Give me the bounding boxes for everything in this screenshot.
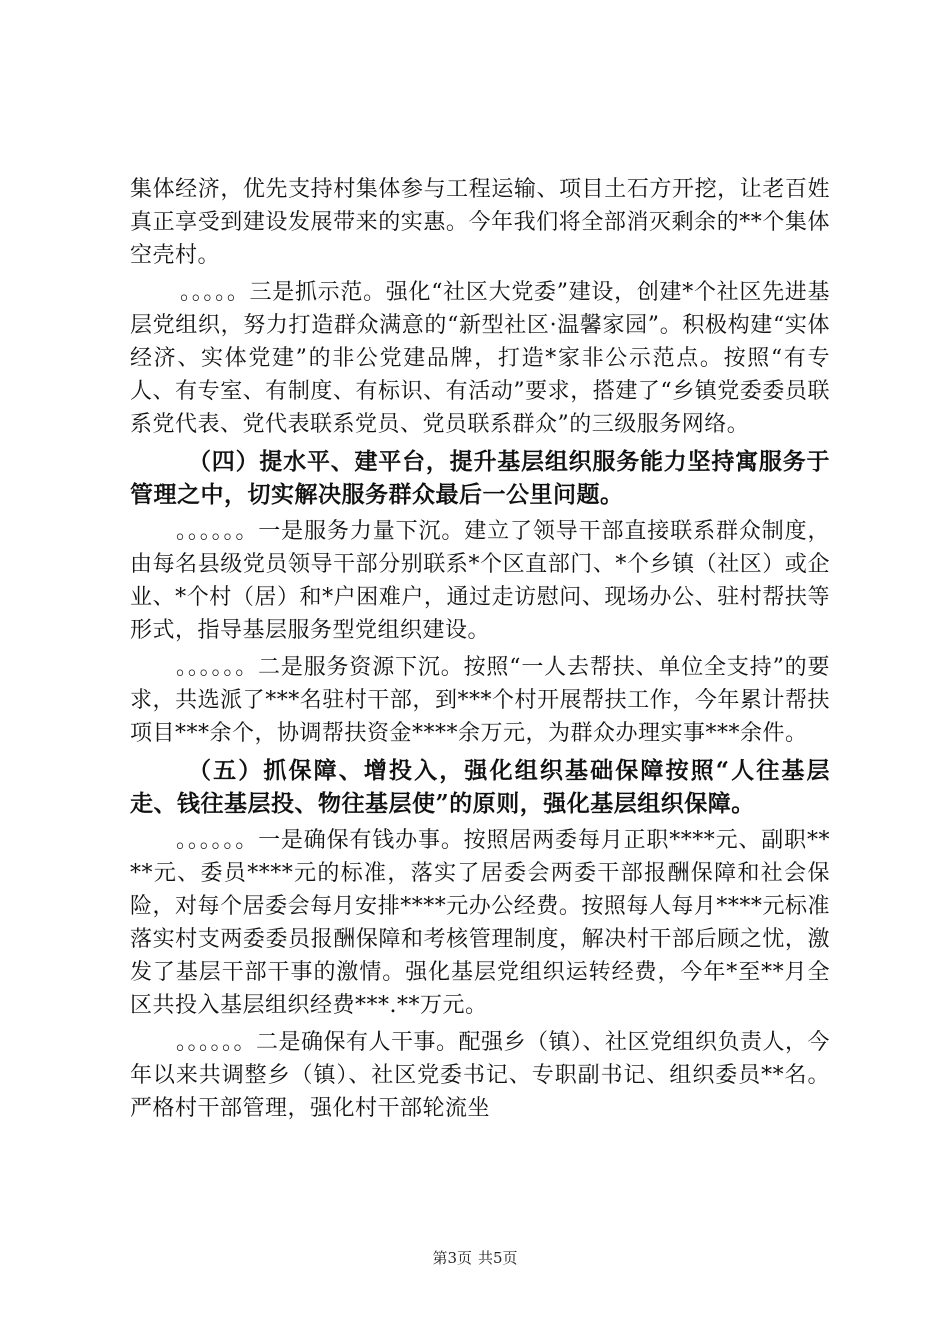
paragraph-funding: 。。。。。。一是确保有钱办事。按照居两委每月正职****元、副职****元、委员****元的标准，落实了居委会两委干部报酬保障和社会保险，对每个居委会每月安排****元办公经费。按照每人每月****元标准落实村支两委委员报酬保障和考核管理制度，解决村干部后顾之忧，激发了基层干部干事的激情。强化基层党组织运转经费，今年*至**月全区共投入基层组织经费***.**万元。 (130, 828, 830, 1018)
section-heading-4: （四）提水平、建平台，提升基层组织服务能力坚持寓服务于管理之中，切实解决服务群众最后一公里问题。 (130, 448, 830, 508)
document-body (130, 173, 830, 1125)
paragraph-service-resources: 。。。。。。二是服务资源下沉。按照“一人去帮扶、单位全支持”的要求，共选派了***名驻村干部，到***个村开展帮扶工作，今年累计帮扶项目***余个，协调帮扶资金****余万元，为群众办理实事***余件。 (130, 655, 830, 746)
paragraph-demonstration: 。。。。。三是抓示范。强化“社区大党委”建设，创建*个社区先进基层党组织，努力打造群众满意的“新型社区·温馨家园”。积极构建“实体经济、实体党建”的非公党建品牌，打造*家非公示范点。按照“有专人、有专室、有制度、有标识、有活动”要求，搭建了“乡镇党委委员联系党代表、党代表联系党员、党员联系群众”的三级服务网络。 (130, 280, 830, 437)
page-number-current: 第3页 (432, 1249, 472, 1267)
page-footer (0, 1248, 950, 1268)
paragraph-staffing: 。。。。。。二是确保有人干事。配强乡（镇）、社区党组织负责人，今年以来共调整乡（镇）、社区党委书记、专职副书记、组织委员**名。严格村干部管理，强化村干部轮流坐 (130, 1030, 831, 1121)
paragraph-service-force: 。。。。。。一是服务力量下沉。建立了领导干部直接联系群众制度，由每名县级党员领导干部分别联系*个区直部门、*个乡镇（社区）或企业、*个村（居）和*户困难户，通过走访慰问、现场办公、驻村帮扶等形式，指导基层服务型党组织建设。 (130, 519, 830, 643)
page-number-total: 共5页 (478, 1249, 518, 1267)
section-heading-5: （五）抓保障、增投入，强化组织基础保障按照“人往基层走、钱往基层投、物往基层使”的原则，强化基层组织保障。 (130, 757, 830, 817)
paragraph-collective-economy: 集体经济，优先支持村集体参与工程运输、项目土石方开挖，让老百姓真正享受到建设发展带来的实惠。今年我们将全部消灭剩余的**个集体空壳村。 (130, 177, 830, 268)
